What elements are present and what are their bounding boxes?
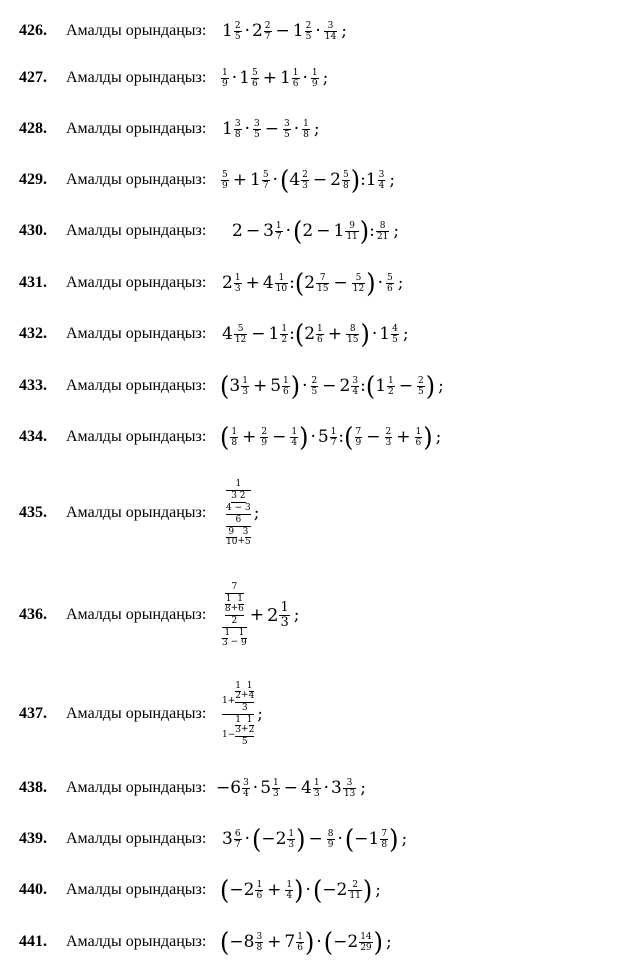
problem-number: 441. bbox=[19, 933, 47, 950]
problem-428 bbox=[0, 116, 637, 142]
problem-number: 431. bbox=[19, 274, 47, 291]
problem-label: Амалды орындаңыз: bbox=[66, 222, 207, 239]
problem-number: 440. bbox=[19, 881, 47, 898]
problem-label: Амалды орындаңыз: bbox=[66, 606, 207, 623]
problem-number: 435. bbox=[19, 504, 47, 521]
problem-number: 438. bbox=[19, 779, 47, 796]
problem-437 bbox=[0, 676, 637, 752]
problem-number: 433. bbox=[19, 377, 47, 394]
problem-number: 429. bbox=[19, 171, 47, 188]
problem-label: Амалды орындаңыз: bbox=[66, 69, 207, 86]
problem-439 bbox=[0, 825, 637, 853]
problem-429 bbox=[0, 166, 637, 194]
problem-number: 427. bbox=[19, 69, 47, 86]
problem-number: 428. bbox=[19, 120, 47, 137]
problem-427 bbox=[0, 65, 637, 91]
expression: ( 3 $\frac{1}{3}$ + 5 $\frac{1}{6}$ ) · $\frac{2}{5}$ − 2 $\frac{3}{4}$ : ( 1 $\frac{1}{2}$ − $\frac{2}{5}$ ) ; bbox=[220, 370, 444, 402]
expression: 1 3 2 4 − 3 6 9 3 10 + 5 ; bbox=[226, 478, 260, 547]
problem-number: 430. bbox=[19, 222, 47, 239]
problem-number: 437. bbox=[19, 705, 47, 722]
problem-label: Амалды орындаңыз: bbox=[66, 933, 207, 950]
expression: $\frac{5}{9}$ + 1 $\frac{5}{7}$ · ( 4 $\frac{2}{3}$ − 2 $\frac{5}{8}$ ) :1 $\frac{3}{4}$ ; bbox=[222, 164, 396, 196]
problem-441 bbox=[0, 928, 637, 956]
expression: 3 $\frac{6}{7}$ · ( −2 $\frac{1}{3}$ ) − $\frac{8}{9}$ · ( −1 $\frac{7}{8}$ ) ; bbox=[222, 823, 408, 855]
problem-434 bbox=[0, 423, 637, 451]
problem-label: Амалды орындаңыз: bbox=[66, 171, 207, 188]
problem-label: Амалды орындаңыз: bbox=[66, 881, 207, 898]
problem-label: Амалды орындаңыз: bbox=[66, 830, 207, 847]
expression: $\frac{1}{9}$ · 1 $\frac{5}{6}$ + 1 $\frac{1}{6}$ · $\frac{1}{9}$ ; bbox=[222, 67, 329, 89]
problem-number: 426. bbox=[19, 22, 47, 39]
problem-440 bbox=[0, 876, 637, 904]
problem-label: Амалды орындаңыз: bbox=[66, 274, 207, 291]
problem-435 bbox=[0, 472, 637, 554]
expression: 1 1 1+ 2 + 4 3 1 1 1− 3 + 2 5 ; bbox=[222, 680, 264, 747]
expression: 2 − 3 $\frac{1}{7}$ · ( 2 − 1 $\frac{9}{11}$ ) : $\frac{8}{21}$ ; bbox=[232, 215, 400, 247]
problem-label: Амалды орындаңыз: bbox=[66, 705, 207, 722]
problem-431 bbox=[0, 269, 637, 297]
problem-label: Амалды орындаңыз: bbox=[66, 428, 207, 445]
problem-number: 439. bbox=[19, 830, 47, 847]
problem-426 bbox=[0, 18, 637, 44]
expression: ( $\frac{1}{8}$ + $\frac{2}{9}$ − $\frac{1}{4}$ ) · 5 $\frac{1}{7}$ : ( $\frac{7}{9}$ − $\frac{2}{3}$ + $\frac{1}{6}$ ) ; bbox=[220, 421, 442, 453]
expression: 4 $\frac{5}{12}$ − 1 $\frac{1}{2}$ : ( 2 $\frac{1}{6}$ + $\frac{8}{15}$ ) · 1 $\frac{4}{5}$ ; bbox=[222, 318, 409, 350]
expression: −6 $\frac{3}{4}$ · 5 $\frac{1}{3}$ − 4 $\frac{1}{3}$ · 3 $\frac{3}{13}$ ; bbox=[216, 777, 366, 799]
expression: ( −2 $\frac{1}{6}$ + $\frac{1}{4}$ ) · ( −2 $\frac{2}{11}$ ) ; bbox=[220, 874, 381, 906]
problem-433 bbox=[0, 372, 637, 400]
problem-438 bbox=[0, 774, 637, 802]
expression: 7 1 1 8 + 6 2 1 1 3 − 9 + 2 $\frac{1}{3}$ ; bbox=[222, 581, 300, 648]
expression: 1 $\frac{2}{5}$ · 2 $\frac{2}{7}$ − 1 $\frac{2}{5}$ · $\frac{3}{14}$ ; bbox=[222, 20, 347, 42]
problem-label: Амалды орындаңыз: bbox=[66, 22, 207, 39]
problem-label: Амалды орындаңыз: bbox=[66, 120, 207, 137]
problem-label: Амалды орындаңыз: bbox=[66, 325, 207, 342]
expression: 1 $\frac{3}{8}$ · $\frac{3}{5}$ − $\frac{3}{5}$ · $\frac{1}{8}$ ; bbox=[222, 118, 320, 140]
problem-label: Амалды орындаңыз: bbox=[66, 377, 207, 394]
problem-number: 432. bbox=[19, 325, 47, 342]
problem-432 bbox=[0, 320, 637, 348]
problem-number: 436. bbox=[19, 606, 47, 623]
expression: ( −8 $\frac{3}{8}$ + 7 $\frac{1}{6}$ ) · ( −2 $\frac{14}{29}$ ) ; bbox=[220, 926, 392, 958]
problem-436 bbox=[0, 574, 637, 656]
problem-label: Амалды орындаңыз: bbox=[66, 504, 207, 521]
problem-430 bbox=[0, 217, 637, 245]
problem-number: 434. bbox=[19, 428, 47, 445]
expression: 2 $\frac{1}{3}$ + 4 $\frac{1}{10}$ : ( 2 $\frac{7}{15}$ − $\frac{5}{12}$ ) · $\frac{5}{6}$ ; bbox=[222, 267, 404, 299]
problem-label: Амалды орындаңыз: bbox=[66, 779, 207, 796]
